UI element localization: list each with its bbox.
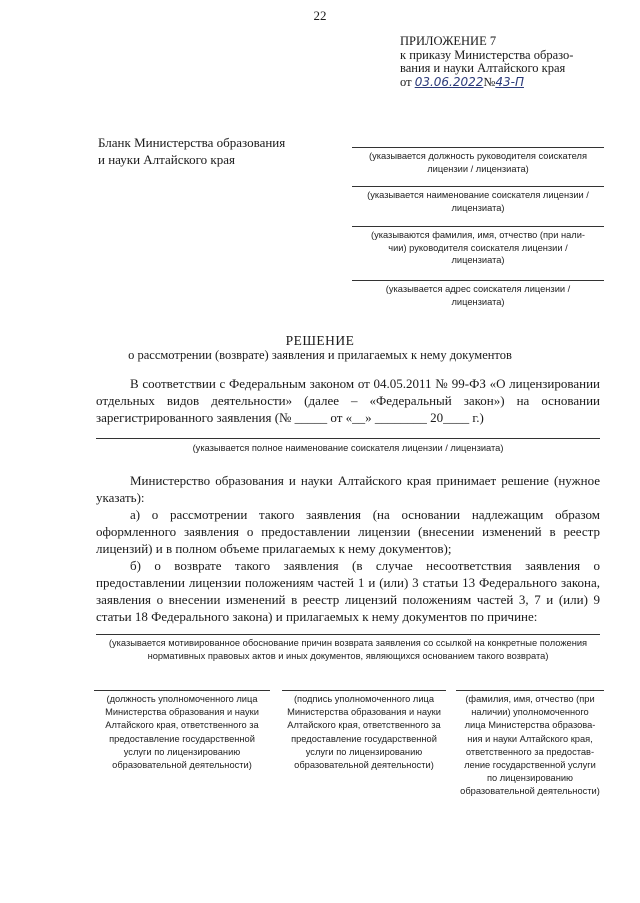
signature-caption: предоставление государственной — [291, 733, 437, 744]
fill-line — [352, 186, 604, 187]
signature-caption: по лицензированию — [486, 773, 574, 784]
appendix-ministry-line: вания и науки Алтайского края — [400, 61, 566, 75]
signature-caption: услуги по лицензированию — [123, 746, 241, 757]
reason-fill-line — [96, 634, 600, 635]
field-address — [352, 280, 604, 308]
signature-caption: образовательной деятельности) — [294, 760, 434, 771]
signature-caption: образовательной деятельности) — [460, 786, 600, 797]
signature-caption: Министерства образования и науки — [105, 707, 259, 718]
field-caption: лицензиата) — [451, 202, 505, 213]
field-head-fullname — [352, 226, 604, 267]
signature-caption: (должность уполномоченного лица — [106, 694, 258, 704]
appendix-date-line — [400, 76, 600, 90]
page-number: 22 — [313, 8, 327, 23]
paragraph-decision: Министерство образования и науки Алтайского края принимает решение (нужное указать): — [96, 473, 600, 505]
fill-line — [352, 147, 604, 148]
field-name — [352, 186, 604, 214]
paragraph-legal-basis: В соответствии с Федеральным законом от 04.05.2011 № 99-ФЗ «О лицензировании отдельных видов деятельности» (далее – «Федеральный закон») на основании зарегистрированного заявления (№ _____ от «__» ________ 20____ г.) — [96, 376, 600, 425]
fill-line — [352, 226, 604, 227]
appendix-title: ПРИЛОЖЕНИЕ 7 — [400, 34, 497, 48]
field-caption: (указывается адрес соискателя лицензии / — [385, 284, 571, 294]
handwritten-date: 03.06.2022 — [414, 74, 484, 89]
signature-caption: ление государственной услуги — [464, 760, 596, 771]
letterhead-line-2: и науки Алтайского края — [98, 152, 235, 167]
date-prefix: от — [400, 74, 415, 89]
option-b-return: б) о возврате такого заявления (в случае несоответствия заявления о предоставлении лицензии положениям частей 1 и (или) 3 статьи 13 Федерального закона, заявления о внесении изменений в реестр лицензий положениям частей 3, 7 и (или) 9 статьи 18 Федерального закона) и прилагаемых к нему документов по причине: — [96, 558, 600, 624]
field-caption: лицензии / лицензиата) — [427, 163, 529, 174]
signature-caption: образовательной деятельности) — [112, 760, 252, 771]
letterhead-block — [98, 134, 318, 168]
document-title: РЕШЕНИЕ — [285, 333, 355, 348]
signature-sign — [282, 690, 446, 772]
letterhead-line-1: Бланк Министерства образования — [98, 135, 286, 150]
signature-caption: Алтайского края, ответственного за — [287, 720, 441, 731]
appendix-header — [400, 35, 600, 89]
fill-line — [456, 690, 604, 691]
signature-position — [94, 690, 270, 772]
appendix-order-line: к приказу Министерства образо- — [400, 47, 574, 62]
licensee-fill-line — [96, 438, 600, 439]
fill-line — [282, 690, 446, 691]
field-caption: (указывается наименование соискателя лицензии / — [367, 190, 589, 200]
caption-reason-line-1: (указывается мотивированное обоснование причин возврата заявления со ссылкой на конкретные положения — [108, 638, 588, 648]
caption-reason — [90, 637, 606, 663]
field-position — [352, 147, 604, 175]
document-subtitle: о рассмотрении (возврате) заявления и прилагаемых к нему документов — [128, 348, 512, 362]
signature-caption: услуги по лицензированию — [305, 746, 423, 757]
signature-caption: ния и науки Алтайского края, — [467, 733, 593, 744]
signature-fullname — [456, 690, 604, 799]
signature-caption: (фамилия, имя, отчество (при — [465, 694, 595, 704]
number-sign: № — [483, 74, 496, 89]
fill-line — [352, 280, 604, 281]
signature-caption: Министерства образования и науки — [287, 707, 441, 718]
caption-reason-line-2: нормативных правовых актов и иных документов, являющихся основанием такого возврата) — [147, 651, 549, 661]
signature-caption: наличии) уполномоченного — [471, 707, 589, 718]
field-caption: лицензиата) — [451, 296, 505, 307]
caption-licensee: (указывается полное наименование соискателя лицензии / лицензиата) — [192, 443, 504, 453]
field-caption: чии) руководителя соискателя лицензии / — [388, 242, 568, 253]
field-caption: (указываются фамилия, имя, отчество (при нали- — [370, 230, 586, 240]
handwritten-number: 43-П — [495, 74, 524, 89]
field-caption: лицензиата) — [451, 255, 505, 265]
signature-caption: ответственного за предостав- — [465, 746, 595, 757]
fill-line — [94, 690, 270, 691]
field-caption: (указывается должность руководителя соискателя — [369, 151, 587, 161]
option-a-consider: а) о рассмотрении такого заявления (на основании надлежащим образом оформленного заявления о предоставлении лицензии (внесении изменений в реестр лицензий) и в полном объеме прилагаемых к нему документов); — [96, 507, 600, 556]
signature-caption: предоставление государственной — [109, 733, 255, 744]
signature-caption: лица Министерства образова- — [464, 720, 596, 731]
signature-caption: Алтайского края, ответственного за — [105, 720, 259, 731]
signature-caption: (подпись уполномоченного лица — [293, 694, 435, 704]
